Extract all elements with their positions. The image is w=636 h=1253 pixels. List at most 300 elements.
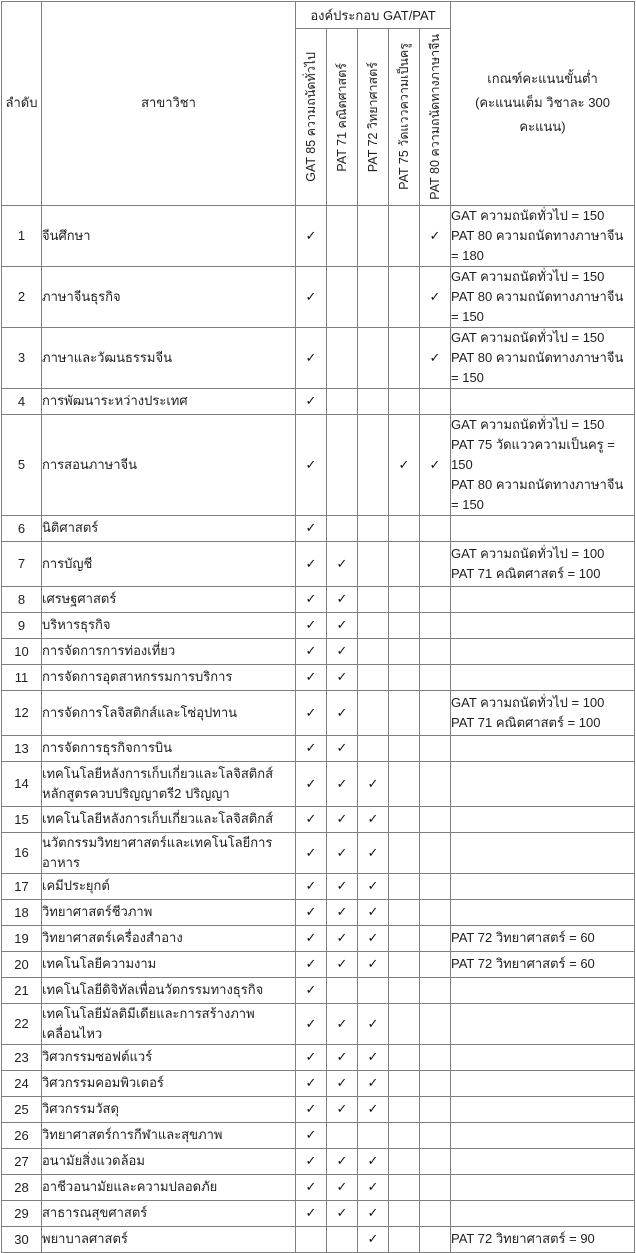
criteria-line: PAT 72 วิทยาศาสตร์ = 90 [451, 1231, 595, 1247]
table-row [2, 205, 635, 266]
check-cell-pat71 [327, 806, 358, 832]
criteria-cell [451, 951, 635, 977]
criteria-cell [451, 1148, 635, 1174]
criteria-cell [451, 806, 635, 832]
check-mark-icon: ✓ [305, 1049, 317, 1065]
check-cell-pat75 [389, 951, 420, 977]
check-mark-icon: ✓ [367, 956, 379, 972]
check-cell-pat80 [420, 735, 451, 761]
check-mark-icon: ✓ [336, 740, 348, 756]
check-cell-pat75 [389, 541, 420, 586]
check-cell-gat85 [296, 951, 327, 977]
check-cell-pat80 [420, 638, 451, 664]
check-cell-pat75 [389, 735, 420, 761]
table-body [2, 205, 635, 1252]
check-mark-icon: ✓ [367, 904, 379, 920]
check-cell-pat75 [389, 327, 420, 388]
check-mark-icon: ✓ [305, 982, 317, 998]
row-number: 27 [2, 1148, 42, 1174]
check-cell-pat72 [358, 1200, 389, 1226]
check-cell-pat80 [420, 1148, 451, 1174]
criteria-line: PAT 72 วิทยาศาสตร์ = 60 [451, 956, 595, 972]
check-cell-pat75 [389, 1174, 420, 1200]
check-cell-gat85 [296, 586, 327, 612]
table-row [2, 761, 635, 806]
table-row [2, 388, 635, 414]
criteria-cell [451, 832, 635, 873]
check-cell-pat71 [327, 388, 358, 414]
table-row [2, 586, 635, 612]
check-cell-pat72 [358, 925, 389, 951]
major-name [42, 806, 296, 832]
major-name [42, 977, 296, 1003]
check-cell-gat85 [296, 735, 327, 761]
check-cell-gat85 [296, 388, 327, 414]
criteria-cell [451, 761, 635, 806]
row-number: 7 [2, 541, 42, 586]
check-cell-pat75 [389, 612, 420, 638]
row-number: 10 [2, 638, 42, 664]
major-name-line: วิศวกรรมซอฟต์แวร์ [42, 1049, 153, 1065]
table-row [2, 1122, 635, 1148]
check-cell-gat85 [296, 806, 327, 832]
criteria-cell [451, 638, 635, 664]
major-name [42, 586, 296, 612]
major-name [42, 873, 296, 899]
check-cell-gat85 [296, 899, 327, 925]
major-name [42, 612, 296, 638]
check-cell-pat80 [420, 1070, 451, 1096]
check-cell-pat80 [420, 586, 451, 612]
check-cell-pat72 [358, 832, 389, 873]
check-cell-pat80 [420, 899, 451, 925]
check-mark-icon: ✓ [305, 904, 317, 920]
criteria-cell [451, 327, 635, 388]
check-cell-pat75 [389, 1200, 420, 1226]
criteria-cell [451, 1096, 635, 1122]
check-cell-pat72 [358, 414, 389, 515]
check-mark-icon: ✓ [336, 617, 348, 633]
table-row [2, 638, 635, 664]
check-cell-pat80 [420, 414, 451, 515]
check-cell-pat71 [327, 1226, 358, 1252]
check-cell-pat80 [420, 515, 451, 541]
check-cell-pat71 [327, 1148, 358, 1174]
check-cell-gat85 [296, 925, 327, 951]
check-mark-icon: ✓ [336, 1101, 348, 1117]
table-row [2, 690, 635, 735]
criteria-cell [451, 977, 635, 1003]
check-mark-icon: ✓ [429, 227, 441, 243]
major-name-line: การบัญชี [42, 555, 93, 571]
check-cell-pat72 [358, 266, 389, 327]
criteria-cell [451, 1122, 635, 1148]
criteria-cell [451, 873, 635, 899]
check-cell-gat85 [296, 327, 327, 388]
row-number: 18 [2, 899, 42, 925]
major-name-line: วิทยาศาสตร์เครื่องสำอาง [42, 930, 183, 946]
check-cell-pat72 [358, 586, 389, 612]
check-mark-icon: ✓ [336, 704, 348, 720]
row-number: 19 [2, 925, 42, 951]
check-mark-icon: ✓ [336, 1179, 348, 1195]
major-name-line: ภาษาและวัฒนธรรมจีน [42, 349, 172, 365]
check-cell-gat85 [296, 414, 327, 515]
check-cell-gat85 [296, 541, 327, 586]
column-header-major: สาขาวิชา [42, 2, 296, 206]
table-row [2, 414, 635, 515]
table-row [2, 1044, 635, 1070]
check-cell-pat80 [420, 977, 451, 1003]
row-number: 12 [2, 690, 42, 735]
check-cell-gat85 [296, 1148, 327, 1174]
check-mark-icon: ✓ [367, 1075, 379, 1091]
check-cell-gat85 [296, 1070, 327, 1096]
check-mark-icon: ✓ [305, 393, 317, 409]
column-header-pat75: PAT 75 วัดแววความเป็นครู [389, 29, 420, 206]
check-cell-gat85 [296, 1096, 327, 1122]
criteria-cell [451, 1174, 635, 1200]
row-number: 13 [2, 735, 42, 761]
row-number: 25 [2, 1096, 42, 1122]
check-cell-pat71 [327, 1174, 358, 1200]
check-mark-icon: ✓ [305, 1127, 317, 1143]
criteria-cell [451, 690, 635, 735]
check-cell-pat80 [420, 1003, 451, 1044]
criteria-line: GAT ความถนัดทั่วไป = 100 [451, 545, 605, 561]
criteria-cell [451, 541, 635, 586]
check-mark-icon: ✓ [305, 591, 317, 607]
check-mark-icon: ✓ [429, 456, 441, 472]
table-row [2, 1174, 635, 1200]
check-cell-pat75 [389, 761, 420, 806]
check-mark-icon: ✓ [367, 1179, 379, 1195]
check-cell-pat80 [420, 388, 451, 414]
criteria-cell [451, 1070, 635, 1096]
major-name-line: การจัดการธุรกิจการบิน [42, 740, 173, 756]
major-name [42, 690, 296, 735]
criteria-header-line2: (คะแนนเต็ม วิชาละ 300 คะแนน) [475, 95, 610, 135]
criteria-line: GAT ความถนัดทั่วไป = 100 [451, 694, 605, 710]
check-cell-pat72 [358, 638, 389, 664]
check-cell-pat80 [420, 541, 451, 586]
major-name [42, 832, 296, 873]
check-mark-icon: ✓ [336, 591, 348, 607]
check-cell-pat75 [389, 388, 420, 414]
criteria-line: PAT 80 ความถนัดทางภาษาจีน = 180 [451, 227, 624, 263]
check-cell-gat85 [296, 515, 327, 541]
major-name [42, 1148, 296, 1174]
check-cell-gat85 [296, 977, 327, 1003]
check-mark-icon: ✓ [305, 456, 317, 472]
table-row [2, 327, 635, 388]
column-header-criteria [451, 2, 635, 206]
row-number: 3 [2, 327, 42, 388]
criteria-line: PAT 80 ความถนัดทางภาษาจีน = 150 [451, 288, 624, 324]
check-cell-pat80 [420, 664, 451, 690]
row-number: 4 [2, 388, 42, 414]
criteria-header-line1: เกณฑ์คะแนนขั้นต่ำ [487, 71, 598, 87]
check-cell-pat71 [327, 899, 358, 925]
major-name-line: เศรษฐศาสตร์ [42, 591, 117, 607]
criteria-cell [451, 1044, 635, 1070]
check-cell-pat71 [327, 612, 358, 638]
check-mark-icon: ✓ [305, 349, 317, 365]
column-header-gat85: GAT 85 ความถนัดทั่วไป [296, 29, 327, 206]
check-cell-pat80 [420, 205, 451, 266]
criteria-cell [451, 1200, 635, 1226]
check-cell-pat80 [420, 873, 451, 899]
check-cell-pat72 [358, 327, 389, 388]
major-name-line: อาชีวอนามัยและความปลอดภัย [42, 1179, 218, 1195]
criteria-cell [451, 205, 635, 266]
table-row [2, 925, 635, 951]
row-number: 5 [2, 414, 42, 515]
criteria-cell [451, 414, 635, 515]
criteria-cell [451, 899, 635, 925]
table-row [2, 541, 635, 586]
check-cell-pat75 [389, 586, 420, 612]
check-cell-pat71 [327, 1070, 358, 1096]
check-cell-pat71 [327, 1200, 358, 1226]
major-name-line: วิศวกรรมวัสดุ [42, 1101, 119, 1117]
check-cell-pat72 [358, 761, 389, 806]
major-name-line: เทคโนโลยีความงาม [42, 956, 157, 972]
check-cell-pat75 [389, 1122, 420, 1148]
check-mark-icon: ✓ [305, 227, 317, 243]
major-name [42, 899, 296, 925]
major-name [42, 414, 296, 515]
major-name [42, 951, 296, 977]
criteria-line: PAT 80 ความถนัดทางภาษาจีน = 150 [451, 349, 624, 385]
row-number: 2 [2, 266, 42, 327]
check-mark-icon: ✓ [336, 669, 348, 685]
major-name-line: เคมีประยุกต์ [42, 878, 110, 894]
check-cell-pat75 [389, 925, 420, 951]
row-number: 24 [2, 1070, 42, 1096]
check-cell-pat80 [420, 266, 451, 327]
major-name [42, 266, 296, 327]
row-number: 29 [2, 1200, 42, 1226]
check-mark-icon: ✓ [336, 930, 348, 946]
major-name [42, 327, 296, 388]
table-row [2, 873, 635, 899]
criteria-cell [451, 586, 635, 612]
check-mark-icon: ✓ [305, 930, 317, 946]
table-row [2, 266, 635, 327]
check-cell-pat71 [327, 327, 358, 388]
check-cell-pat72 [358, 1122, 389, 1148]
check-cell-pat71 [327, 414, 358, 515]
check-cell-pat72 [358, 541, 389, 586]
row-number: 11 [2, 664, 42, 690]
check-cell-pat80 [420, 1226, 451, 1252]
check-cell-gat85 [296, 205, 327, 266]
criteria-cell [451, 388, 635, 414]
check-cell-pat75 [389, 638, 420, 664]
major-name-line: เทคโนโลยีหลังการเก็บเกี่ยวและโลจิสติกส์ [42, 811, 274, 827]
criteria-cell [451, 925, 635, 951]
criteria-line: PAT 72 วิทยาศาสตร์ = 60 [451, 930, 595, 946]
check-mark-icon: ✓ [305, 844, 317, 860]
check-cell-pat71 [327, 761, 358, 806]
check-cell-pat72 [358, 1096, 389, 1122]
check-cell-pat72 [358, 951, 389, 977]
check-mark-icon: ✓ [336, 1153, 348, 1169]
row-number: 16 [2, 832, 42, 873]
check-mark-icon: ✓ [367, 930, 379, 946]
criteria-cell [451, 735, 635, 761]
major-name-line: การจัดการโลจิสติกส์และโซ่อุปทาน [42, 704, 238, 720]
row-number: 9 [2, 612, 42, 638]
check-cell-pat72 [358, 1003, 389, 1044]
check-cell-gat85 [296, 873, 327, 899]
check-cell-pat80 [420, 690, 451, 735]
check-mark-icon: ✓ [336, 555, 348, 571]
gatpat-requirements-table [1, 1, 635, 1253]
check-cell-pat75 [389, 664, 420, 690]
check-mark-icon: ✓ [367, 1153, 379, 1169]
table-row [2, 951, 635, 977]
column-header-pat71: PAT 71 คณิตศาสตร์ [327, 29, 358, 206]
check-mark-icon: ✓ [336, 1075, 348, 1091]
criteria-line: PAT 80 ความถนัดทางภาษาจีน = 150 [451, 476, 624, 512]
check-mark-icon: ✓ [305, 617, 317, 633]
check-cell-pat72 [358, 899, 389, 925]
row-number: 21 [2, 977, 42, 1003]
check-cell-pat80 [420, 327, 451, 388]
major-name-line: การจัดการการท่องเที่ยว [42, 643, 176, 659]
check-mark-icon: ✓ [367, 1231, 379, 1247]
check-cell-pat75 [389, 1044, 420, 1070]
check-cell-pat72 [358, 977, 389, 1003]
major-name-line: หลักสูตรควบปริญญาตรี2 ปริญญา [42, 785, 230, 801]
major-name-line: ภาษาจีนธุรกิจ [42, 288, 121, 304]
check-mark-icon: ✓ [336, 775, 348, 791]
check-cell-gat85 [296, 761, 327, 806]
check-cell-pat75 [389, 205, 420, 266]
check-mark-icon: ✓ [305, 811, 317, 827]
check-cell-pat80 [420, 761, 451, 806]
check-cell-gat85 [296, 1200, 327, 1226]
major-name-line: พยาบาลศาสตร์ [42, 1231, 128, 1247]
check-cell-pat75 [389, 266, 420, 327]
check-mark-icon: ✓ [305, 643, 317, 659]
check-mark-icon: ✓ [429, 349, 441, 365]
table-row [2, 1003, 635, 1044]
major-name [42, 735, 296, 761]
major-name-line: การจัดการอุตสาหกรรมการบริการ [42, 669, 233, 685]
criteria-line: PAT 71 คณิตศาสตร์ = 100 [451, 565, 601, 581]
check-mark-icon: ✓ [398, 456, 410, 472]
row-number: 1 [2, 205, 42, 266]
criteria-line: GAT ความถนัดทั่วไป = 150 [451, 416, 605, 432]
row-number: 8 [2, 586, 42, 612]
check-cell-gat85 [296, 638, 327, 664]
major-name [42, 1044, 296, 1070]
check-cell-pat72 [358, 388, 389, 414]
table-row [2, 1148, 635, 1174]
table-row [2, 1226, 635, 1252]
check-cell-pat71 [327, 541, 358, 586]
check-mark-icon: ✓ [336, 1049, 348, 1065]
major-name-line: นวัตกรรมวิทยาศาสตร์และเทคโนโลยีการอาหาร [42, 834, 273, 870]
check-cell-pat71 [327, 832, 358, 873]
major-name [42, 1003, 296, 1044]
major-name-line: บริหารธุรกิจ [42, 617, 111, 633]
criteria-line: PAT 71 คณิตศาสตร์ = 100 [451, 714, 601, 730]
check-cell-pat72 [358, 690, 389, 735]
check-mark-icon: ✓ [367, 775, 379, 791]
check-cell-pat80 [420, 1200, 451, 1226]
check-cell-gat85 [296, 266, 327, 327]
check-mark-icon: ✓ [336, 878, 348, 894]
row-number: 30 [2, 1226, 42, 1252]
check-cell-pat72 [358, 1148, 389, 1174]
row-number: 20 [2, 951, 42, 977]
major-name-line: นิติศาสตร์ [42, 520, 99, 536]
check-cell-pat80 [420, 925, 451, 951]
check-cell-gat85 [296, 1122, 327, 1148]
check-cell-pat72 [358, 515, 389, 541]
check-cell-gat85 [296, 690, 327, 735]
criteria-line: GAT ความถนัดทั่วไป = 150 [451, 207, 605, 223]
check-mark-icon: ✓ [367, 1049, 379, 1065]
criteria-cell [451, 266, 635, 327]
check-cell-pat75 [389, 1096, 420, 1122]
column-group-header-gatpat: องค์ประกอบ GAT/PAT [296, 2, 451, 29]
check-cell-pat71 [327, 1044, 358, 1070]
major-name [42, 664, 296, 690]
check-cell-pat71 [327, 925, 358, 951]
check-mark-icon: ✓ [367, 844, 379, 860]
check-mark-icon: ✓ [336, 1205, 348, 1221]
check-cell-pat71 [327, 664, 358, 690]
major-name [42, 515, 296, 541]
check-cell-pat72 [358, 873, 389, 899]
check-mark-icon: ✓ [305, 669, 317, 685]
check-cell-pat80 [420, 612, 451, 638]
check-cell-pat71 [327, 515, 358, 541]
check-mark-icon: ✓ [305, 555, 317, 571]
row-number: 15 [2, 806, 42, 832]
check-mark-icon: ✓ [305, 740, 317, 756]
check-cell-pat75 [389, 414, 420, 515]
major-name [42, 388, 296, 414]
check-cell-pat75 [389, 1226, 420, 1252]
check-mark-icon: ✓ [305, 956, 317, 972]
check-cell-pat75 [389, 515, 420, 541]
major-name [42, 1226, 296, 1252]
major-name [42, 925, 296, 951]
major-name [42, 541, 296, 586]
check-cell-pat71 [327, 951, 358, 977]
check-cell-pat75 [389, 1070, 420, 1096]
check-mark-icon: ✓ [336, 844, 348, 860]
check-mark-icon: ✓ [305, 878, 317, 894]
check-cell-pat71 [327, 873, 358, 899]
check-cell-pat71 [327, 1122, 358, 1148]
row-number: 14 [2, 761, 42, 806]
check-cell-pat80 [420, 806, 451, 832]
check-cell-pat71 [327, 977, 358, 1003]
check-mark-icon: ✓ [336, 904, 348, 920]
check-mark-icon: ✓ [305, 1075, 317, 1091]
check-cell-pat71 [327, 586, 358, 612]
check-mark-icon: ✓ [305, 288, 317, 304]
check-cell-pat71 [327, 690, 358, 735]
check-mark-icon: ✓ [336, 956, 348, 972]
